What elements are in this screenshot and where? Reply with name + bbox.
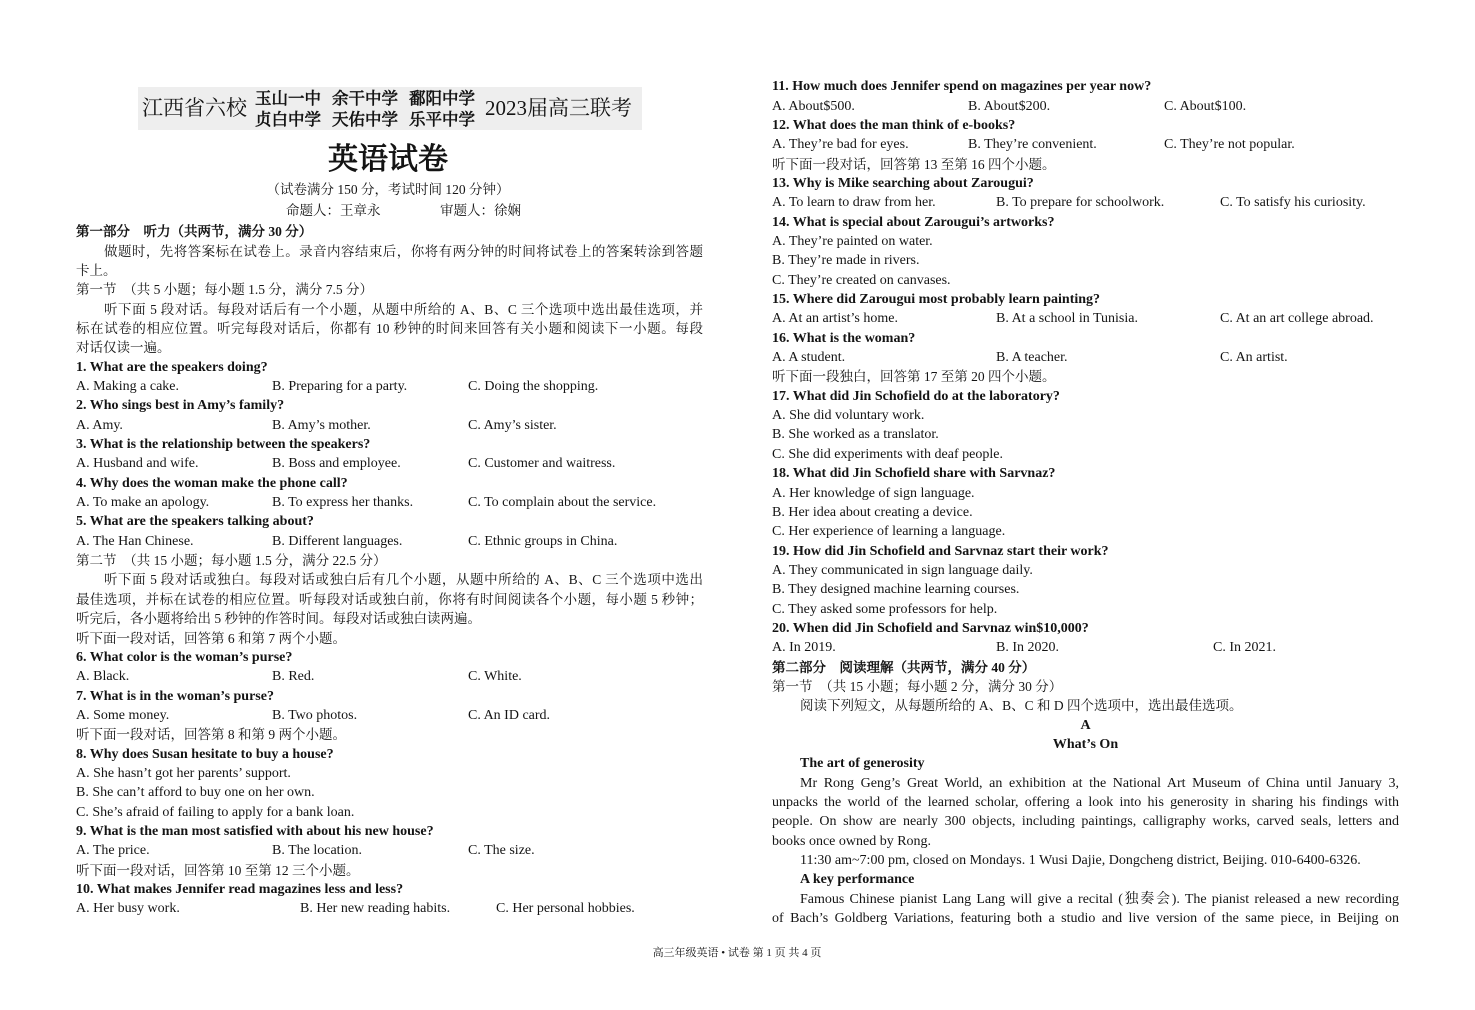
option-b: B. She worked as a translator. <box>772 427 939 443</box>
option-a: A. The Han Chinese. <box>76 533 194 549</box>
option-b: B. They designed machine learning courses. <box>772 582 1020 598</box>
section2-instruction-line: 听下面 5 段对话或独白。每段对话或独白后有几个小题，从题中所给的 A、B、C 三个选项中选出 <box>104 572 703 588</box>
option-b: B. The location. <box>272 843 362 859</box>
question-4: 4. Why does the woman make the phone call? <box>76 475 348 491</box>
option-a: A. In 2019. <box>772 640 836 656</box>
option-c: C. They’re created on canvases. <box>772 272 951 288</box>
option-b: B. A teacher. <box>996 350 1068 366</box>
school-name: 天佑中学 <box>332 110 398 129</box>
question-16: 16. What is the woman? <box>772 330 916 346</box>
question-10: 10. What makes Jennifer read magazines less and less? <box>76 881 404 897</box>
question-9-options <box>76 841 703 860</box>
listening-prompt: 听下面一段独白，回答第 17 至第 20 四个小题。 <box>772 369 1056 385</box>
listening-prompt: 听下面一段对话，回答第 13 至第 16 四个小题。 <box>772 156 1056 172</box>
page-title: 英语试卷 <box>328 143 448 176</box>
listening-prompt: 听下面一段对话，回答第 8 和第 9 两个小题。 <box>76 727 346 743</box>
option-b: B. About$200. <box>968 98 1051 114</box>
question-12: 12. What does the man think of e-books? <box>772 117 1016 133</box>
option-c: C. Doing the shopping. <box>468 379 599 395</box>
section2-instruction-line: 听完后，各小题将给出 5 秒钟的作答时间。每段对话或独白读两遍。 <box>76 611 481 627</box>
option-c: C. They’re not popular. <box>1164 137 1295 153</box>
school-name: 乐平中学 <box>409 110 475 129</box>
option-c: C. Her experience of learning a language. <box>772 524 1006 540</box>
option-c: C. An ID card. <box>468 707 551 723</box>
option-b: B. They’re made in rivers. <box>772 253 920 269</box>
question-6: 6. What color is the woman’s purse? <box>76 649 293 665</box>
passage-subheading: A key performance <box>800 872 915 888</box>
passage-line: unpacks the world of the learned scholar, offering a look into his generosity in sharing his findings with <box>772 795 1399 811</box>
option-b: B. Different languages. <box>272 533 403 549</box>
option-b: B. They’re convenient. <box>968 137 1097 153</box>
option-a: A. Her knowledge of sign language. <box>772 485 975 501</box>
question-16-options <box>772 348 1399 367</box>
option-c: C. In 2021. <box>1213 640 1276 656</box>
school-name: 玉山一中 <box>255 89 321 108</box>
option-c: C. To complain about the service. <box>468 495 657 511</box>
option-c: C. To satisfy his curiosity. <box>1220 195 1366 211</box>
school-group: 江西省六校 <box>142 96 247 120</box>
option-b: B. To express her thanks. <box>272 495 414 511</box>
question-9: 9. What is the man most satisfied with about his new house? <box>76 823 434 839</box>
option-c: C. Amy’s sister. <box>468 417 557 433</box>
exam-header <box>138 87 642 130</box>
section1-instruction-line: 听下面 5 段对话。每段对话后有一个小题，从题中所给的 A、B、C 三个选项中选出最佳选项，并 <box>104 301 703 317</box>
option-b: B. Boss and employee. <box>272 456 401 472</box>
option-a: A. Making a cake. <box>76 379 180 395</box>
passage-line: Famous Chinese pianist Lang Lang will give a recital (独奏会). The pianist released a new recording <box>800 891 1399 907</box>
question-4-options <box>76 493 703 512</box>
section1-heading: 第一节 （共 5 小题；每小题 1.5 分，满分 7.5 分） <box>76 282 373 298</box>
option-c: C. They asked some professors for help. <box>772 601 998 617</box>
option-a: A. She hasn’t got her parents’ support. <box>76 765 291 781</box>
option-a: A. To learn to draw from her. <box>772 195 936 211</box>
part1-intro-line: 卡上。 <box>76 262 117 278</box>
question-8: 8. Why does Susan hesitate to buy a house? <box>76 746 334 762</box>
option-a: A. About$500. <box>772 98 855 114</box>
passage-title: What’s On <box>1052 736 1119 752</box>
option-a: A. A student. <box>772 350 846 366</box>
section2-instruction-line: 最佳选项，并标在试卷的相应位置。听每段对话或独白前，你将有时间阅读各个小题，每小题 5 秒钟； <box>76 591 703 607</box>
option-c: C. Ethnic groups in China. <box>468 533 618 549</box>
passage-line: books once owned by Rong. <box>772 833 932 849</box>
question-2-options <box>76 416 703 435</box>
option-a: A. She did voluntary work. <box>772 408 925 424</box>
reviewer: 审题人：徐娴 <box>440 203 521 218</box>
exam-name: 2023届高三联考 <box>485 96 632 120</box>
option-a: A. At an artist’s home. <box>772 311 898 327</box>
option-b: B. Her new reading habits. <box>300 901 451 917</box>
option-c: C. Customer and waitress. <box>468 456 616 472</box>
question-1-options <box>76 377 703 396</box>
passage-line: people. On show are nearly 300 objects, including paintings, calligraphy works, carved seals, letters and <box>772 814 1399 830</box>
passage-label: A <box>1080 717 1091 733</box>
option-b: B. She can’t afford to buy one on her own. <box>76 785 315 801</box>
option-a: A. The price. <box>76 843 150 859</box>
question-10-options <box>76 899 703 918</box>
school-list <box>255 88 475 130</box>
passage-line: Mr Rong Geng’s Great World, an exhibition at the National Art Museum of China until January 3, <box>800 775 1399 791</box>
question-5-options <box>76 532 703 551</box>
question-14: 14. What is special about Zarougui’s artworks? <box>772 214 1055 230</box>
part2-section1-heading: 第一节 （共 15 小题；每小题 2 分，满分 30 分） <box>772 678 1063 694</box>
school-row <box>255 88 475 109</box>
option-a: A. Some money. <box>76 707 170 723</box>
option-c: C. An artist. <box>1220 350 1288 366</box>
question-20: 20. When did Jin Schofield and Sarvnaz win$10,000? <box>772 620 1089 636</box>
school-name: 贞白中学 <box>255 110 321 129</box>
option-b: B. Preparing for a party. <box>272 379 408 395</box>
option-b: B. Two photos. <box>272 707 358 723</box>
option-c: C. About$100. <box>1164 98 1247 114</box>
option-a: A. They communicated in sign language daily. <box>772 562 1033 578</box>
option-b: B. Red. <box>272 669 315 685</box>
passage-line: 11:30 am~7:00 pm, closed on Mondays. 1 Wusi Dajie, Dongcheng district, Beijing. 010-6400-6326. <box>800 853 1361 869</box>
section1-instruction-line: 标在试卷的相应位置。听完每段对话后，你都有 10 秒钟的时间来回答有关小题和阅读下一小题。每段 <box>76 321 703 337</box>
school-name: 鄱阳中学 <box>409 89 475 108</box>
option-b: B. Her idea about creating a device. <box>772 504 973 520</box>
question-17: 17. What did Jin Schofield do at the laboratory? <box>772 388 1060 404</box>
option-c: C. She did experiments with deaf people. <box>772 446 1003 462</box>
option-a: A. To make an apology. <box>76 495 210 511</box>
option-a: A. Amy. <box>76 417 123 433</box>
option-c: C. The size. <box>468 843 535 859</box>
question-11: 11. How much does Jennifer spend on magazines per year now? <box>772 79 1152 95</box>
question-7-options <box>76 706 703 725</box>
passage-subheading: The art of generosity <box>800 756 925 772</box>
question-3-options <box>76 454 703 473</box>
question-12-options <box>772 135 1399 154</box>
question-3: 3. What is the relationship between the speakers? <box>76 437 371 453</box>
option-b: B. To prepare for schoolwork. <box>996 195 1165 211</box>
school-row <box>255 109 475 130</box>
question-18: 18. What did Jin Schofield share with Sarvnaz? <box>772 466 1056 482</box>
left-column <box>76 222 703 918</box>
question-15: 15. Where did Zarougui most probably learn painting? <box>772 292 1101 308</box>
section2-heading: 第二节 （共 15 小题；每小题 1.5 分，满分 22.5 分） <box>76 553 387 569</box>
question-1: 1. What are the speakers doing? <box>76 359 268 375</box>
question-7: 7. What is in the woman’s purse? <box>76 688 274 704</box>
section1-instruction-line: 对话仅读一遍。 <box>76 340 171 356</box>
question-2: 2. Who sings best in Amy’s family? <box>76 398 285 414</box>
question-6-options <box>76 667 703 686</box>
question-11-options <box>772 97 1399 116</box>
question-13: 13. Why is Mike searching about Zarougui? <box>772 176 1034 192</box>
option-a: A. They’re bad for eyes. <box>772 137 909 153</box>
right-column <box>772 77 1399 928</box>
setter: 命题人：王章永 <box>286 203 381 218</box>
option-b: B. In 2020. <box>996 640 1059 656</box>
question-19: 19. How did Jin Schofield and Sarvnaz start their work? <box>772 543 1109 559</box>
part1-intro-line: 做题时，先将答案标在试卷上。录音内容结束后，你将有两分钟的时间将试卷上的答案转涂到答题 <box>104 243 703 259</box>
option-b: B. Amy’s mother. <box>272 417 371 433</box>
option-a: A. Her busy work. <box>76 901 180 917</box>
question-20-options <box>772 638 1399 657</box>
option-b: B. At a school in Tunisia. <box>996 311 1138 327</box>
question-15-options <box>772 309 1399 328</box>
listening-prompt: 听下面一段对话，回答第 10 至第 12 三个小题。 <box>76 862 360 878</box>
option-c: C. At an art college abroad. <box>1220 311 1374 327</box>
page-footer: 高三年级英语 • 试卷 第 1 页 共 4 页 <box>652 947 822 959</box>
option-c: C. She’s afraid of failing to apply for a bank loan. <box>76 804 355 820</box>
exam-info: （试卷满分 150 分，考试时间 120 分钟） <box>266 182 510 197</box>
option-c: C. White. <box>468 669 522 685</box>
listening-prompt: 听下面一段对话，回答第 6 和第 7 两个小题。 <box>76 630 346 646</box>
option-a: A. Husband and wife. <box>76 456 199 472</box>
passage-line: of Bach’s Goldberg Variations, featuring both a studio and live version of the same piece, in Beijing on <box>772 911 1399 927</box>
option-a: A. Black. <box>76 669 130 685</box>
option-a: A. They’re painted on water. <box>772 234 933 250</box>
part2-heading: 第二部分 阅读理解（共两节，满分 40 分） <box>772 659 1036 675</box>
part1-heading: 第一部分 听力（共两节，满分 30 分） <box>76 224 313 240</box>
question-13-options <box>772 193 1399 212</box>
school-name: 余干中学 <box>332 89 398 108</box>
part2-section1-instruction: 阅读下列短文，从每题所给的 A、B、C 和 D 四个选项中，选出最佳选项。 <box>800 698 1243 714</box>
question-5: 5. What are the speakers talking about? <box>76 514 314 530</box>
option-c: C. Her personal hobbies. <box>496 901 635 917</box>
